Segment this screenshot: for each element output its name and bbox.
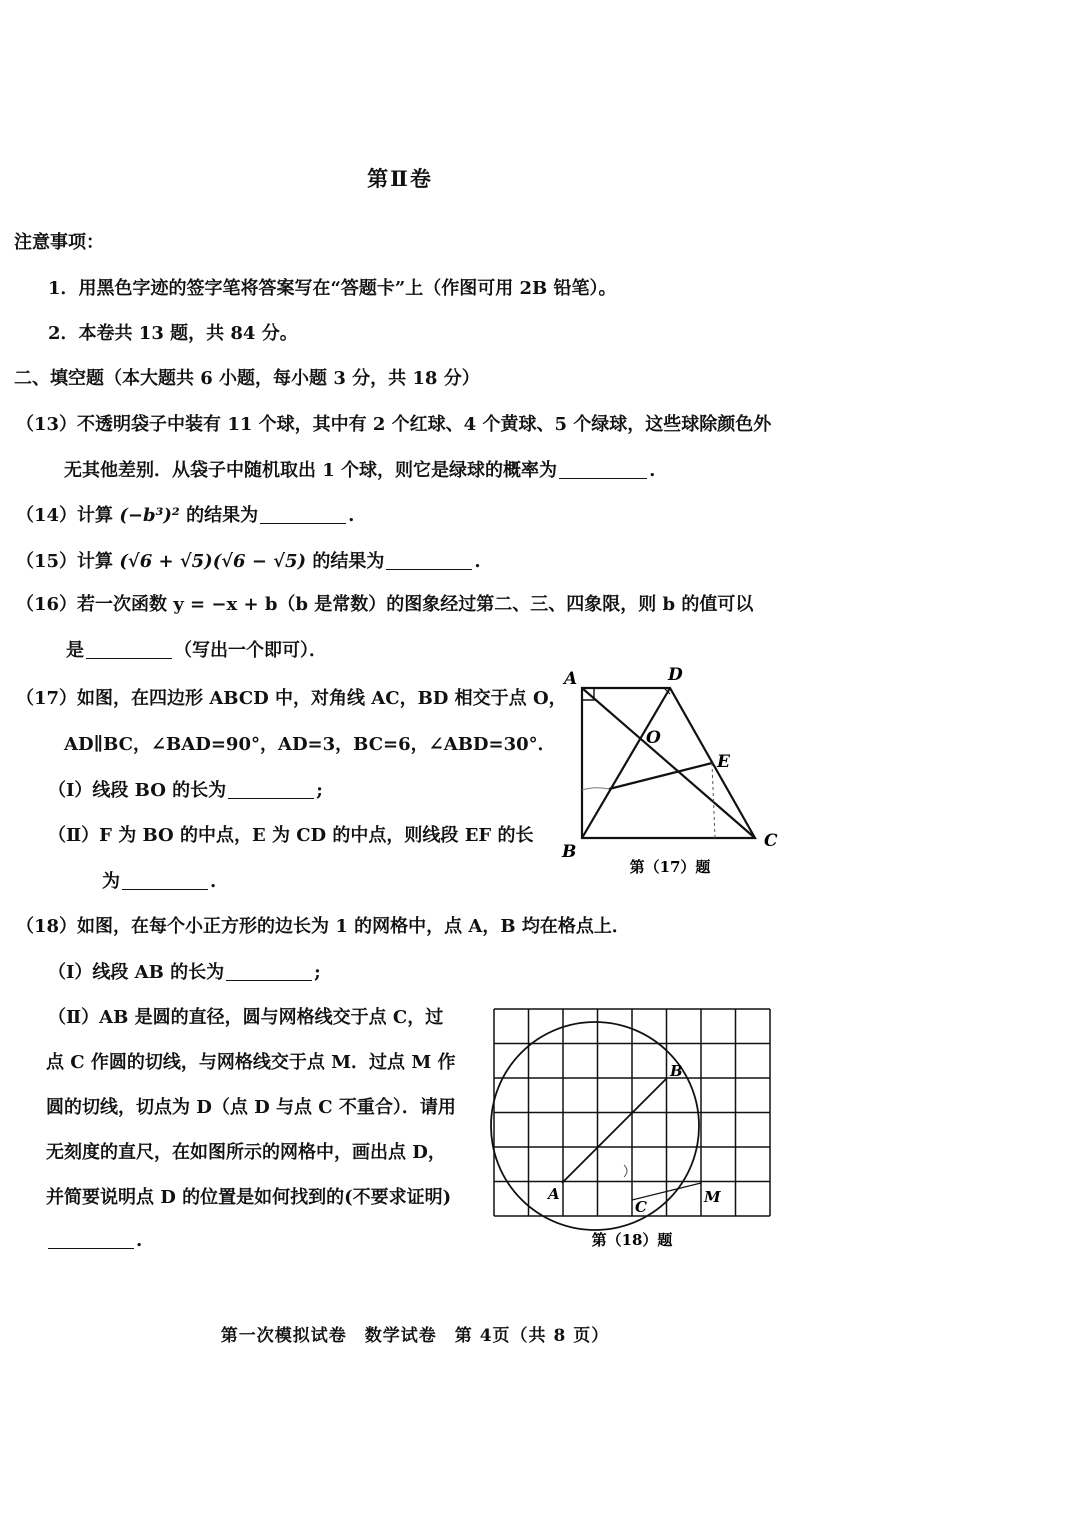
figure-17 bbox=[555, 660, 785, 885]
diameter-ab bbox=[562, 1079, 666, 1183]
circle bbox=[491, 1022, 699, 1230]
question-18-part2-answer: . bbox=[46, 1230, 142, 1251]
section-heading: 二、填空题（本大题共 6 小题，每小题 3 分，共 18 分） bbox=[14, 368, 480, 389]
answer-blank-13[interactable] bbox=[559, 460, 647, 479]
question-17-line1: （17）如图，在四边形 ABCD 中，对角线 AC，BD 相交于点 O， bbox=[16, 688, 567, 709]
answer-blank-17-2[interactable] bbox=[122, 871, 208, 890]
question-18-part2-line1: （Ⅱ）AB 是圆的直径，圆与网格线交于点 C，过 bbox=[48, 1007, 444, 1028]
figure-18-caption: 第（18）题 bbox=[591, 1231, 673, 1249]
question-18-part1: （Ⅰ）线段 AB 的长为 ; bbox=[48, 962, 321, 983]
question-17-line2: AD∥BC，∠BAD=90°，AD=3，BC=6，∠ABD=30°． bbox=[64, 734, 556, 755]
question-18-part2-line5: 并简要说明点 D 的位置是如何找到的(不要求证明) bbox=[46, 1187, 452, 1208]
question-18-line1: （18）如图，在每个小正方形的边长为 1 的网格中，点 A，B 均在格点上． bbox=[16, 916, 630, 937]
question-17-part1: （Ⅰ）线段 BO 的长为 ; bbox=[48, 780, 323, 801]
label-a: A bbox=[564, 669, 578, 689]
label-b: B bbox=[670, 1062, 683, 1080]
question-13-line1: （13）不透明袋子中装有 11 个球，其中有 2 个红球、4 个黄球、5 个绿球，这些球除颜色外 bbox=[16, 414, 772, 435]
question-14: （14）计算 (−b³)² 的结果为 . bbox=[16, 505, 355, 526]
question-15: （15）计算 (√6 + √5)(√6 − √5) 的结果为 . bbox=[16, 551, 481, 572]
answer-blank-18-1[interactable] bbox=[226, 962, 312, 981]
label-b: B bbox=[562, 842, 577, 862]
answer-blank-15[interactable] bbox=[386, 551, 472, 570]
question-18-part2-line3: 圆的切线，切点为 D（点 D 与点 C 不重合）．请用 bbox=[46, 1097, 456, 1118]
label-c: C bbox=[635, 1198, 647, 1216]
question-17-part2-cont: 为 . bbox=[102, 871, 217, 892]
notice-heading: 注意事项： bbox=[14, 232, 104, 253]
label-m: M bbox=[704, 1188, 721, 1206]
label-a: A bbox=[548, 1185, 560, 1203]
label-e: E bbox=[717, 752, 730, 772]
page-footer: 第一次模拟试卷 数学试卷 第 4页（共 8 页） bbox=[220, 1326, 610, 1346]
figure-18 bbox=[480, 995, 780, 1260]
question-18-part2-line4: 无刻度的直尺，在如图所示的网格中，画出点 D， bbox=[46, 1142, 446, 1163]
answer-blank-17-1[interactable] bbox=[228, 780, 314, 799]
figure-17-caption: 第（17）题 bbox=[629, 858, 711, 876]
notice-item-2: 2．本卷共 13 题，共 84 分。 bbox=[48, 323, 298, 344]
label-c: C bbox=[764, 831, 778, 851]
question-16-line2: 是 （写出一个即可）． bbox=[66, 640, 327, 661]
question-13-line2: 无其他差别．从袋子中随机取出 1 个球，则它是绿球的概率为 . bbox=[64, 460, 656, 481]
question-18-part2-line2: 点 C 作圆的切线，与网格线交于点 M．过点 M 作 bbox=[46, 1052, 456, 1073]
question-16-line1: （16）若一次函数 y = −x + b（b 是常数）的图象经过第二、三、四象限，则 b 的值可以 bbox=[16, 594, 754, 615]
answer-blank-16[interactable] bbox=[86, 640, 172, 659]
notice-item-1: 1．用黑色字迹的签字笔将答案写在“答题卡”上（作图可用 2B 铅笔）。 bbox=[48, 278, 617, 299]
label-o: O bbox=[646, 728, 661, 748]
answer-blank-18-2[interactable] bbox=[48, 1230, 134, 1249]
label-d: D bbox=[668, 665, 683, 685]
question-17-part2: （Ⅱ）F 为 BO 的中点，E 为 CD 的中点，则线段 EF 的长 bbox=[48, 825, 534, 846]
diagonal-bd bbox=[582, 688, 670, 838]
answer-blank-14[interactable] bbox=[260, 505, 346, 524]
page-title: 第Ⅱ卷 bbox=[367, 166, 433, 191]
